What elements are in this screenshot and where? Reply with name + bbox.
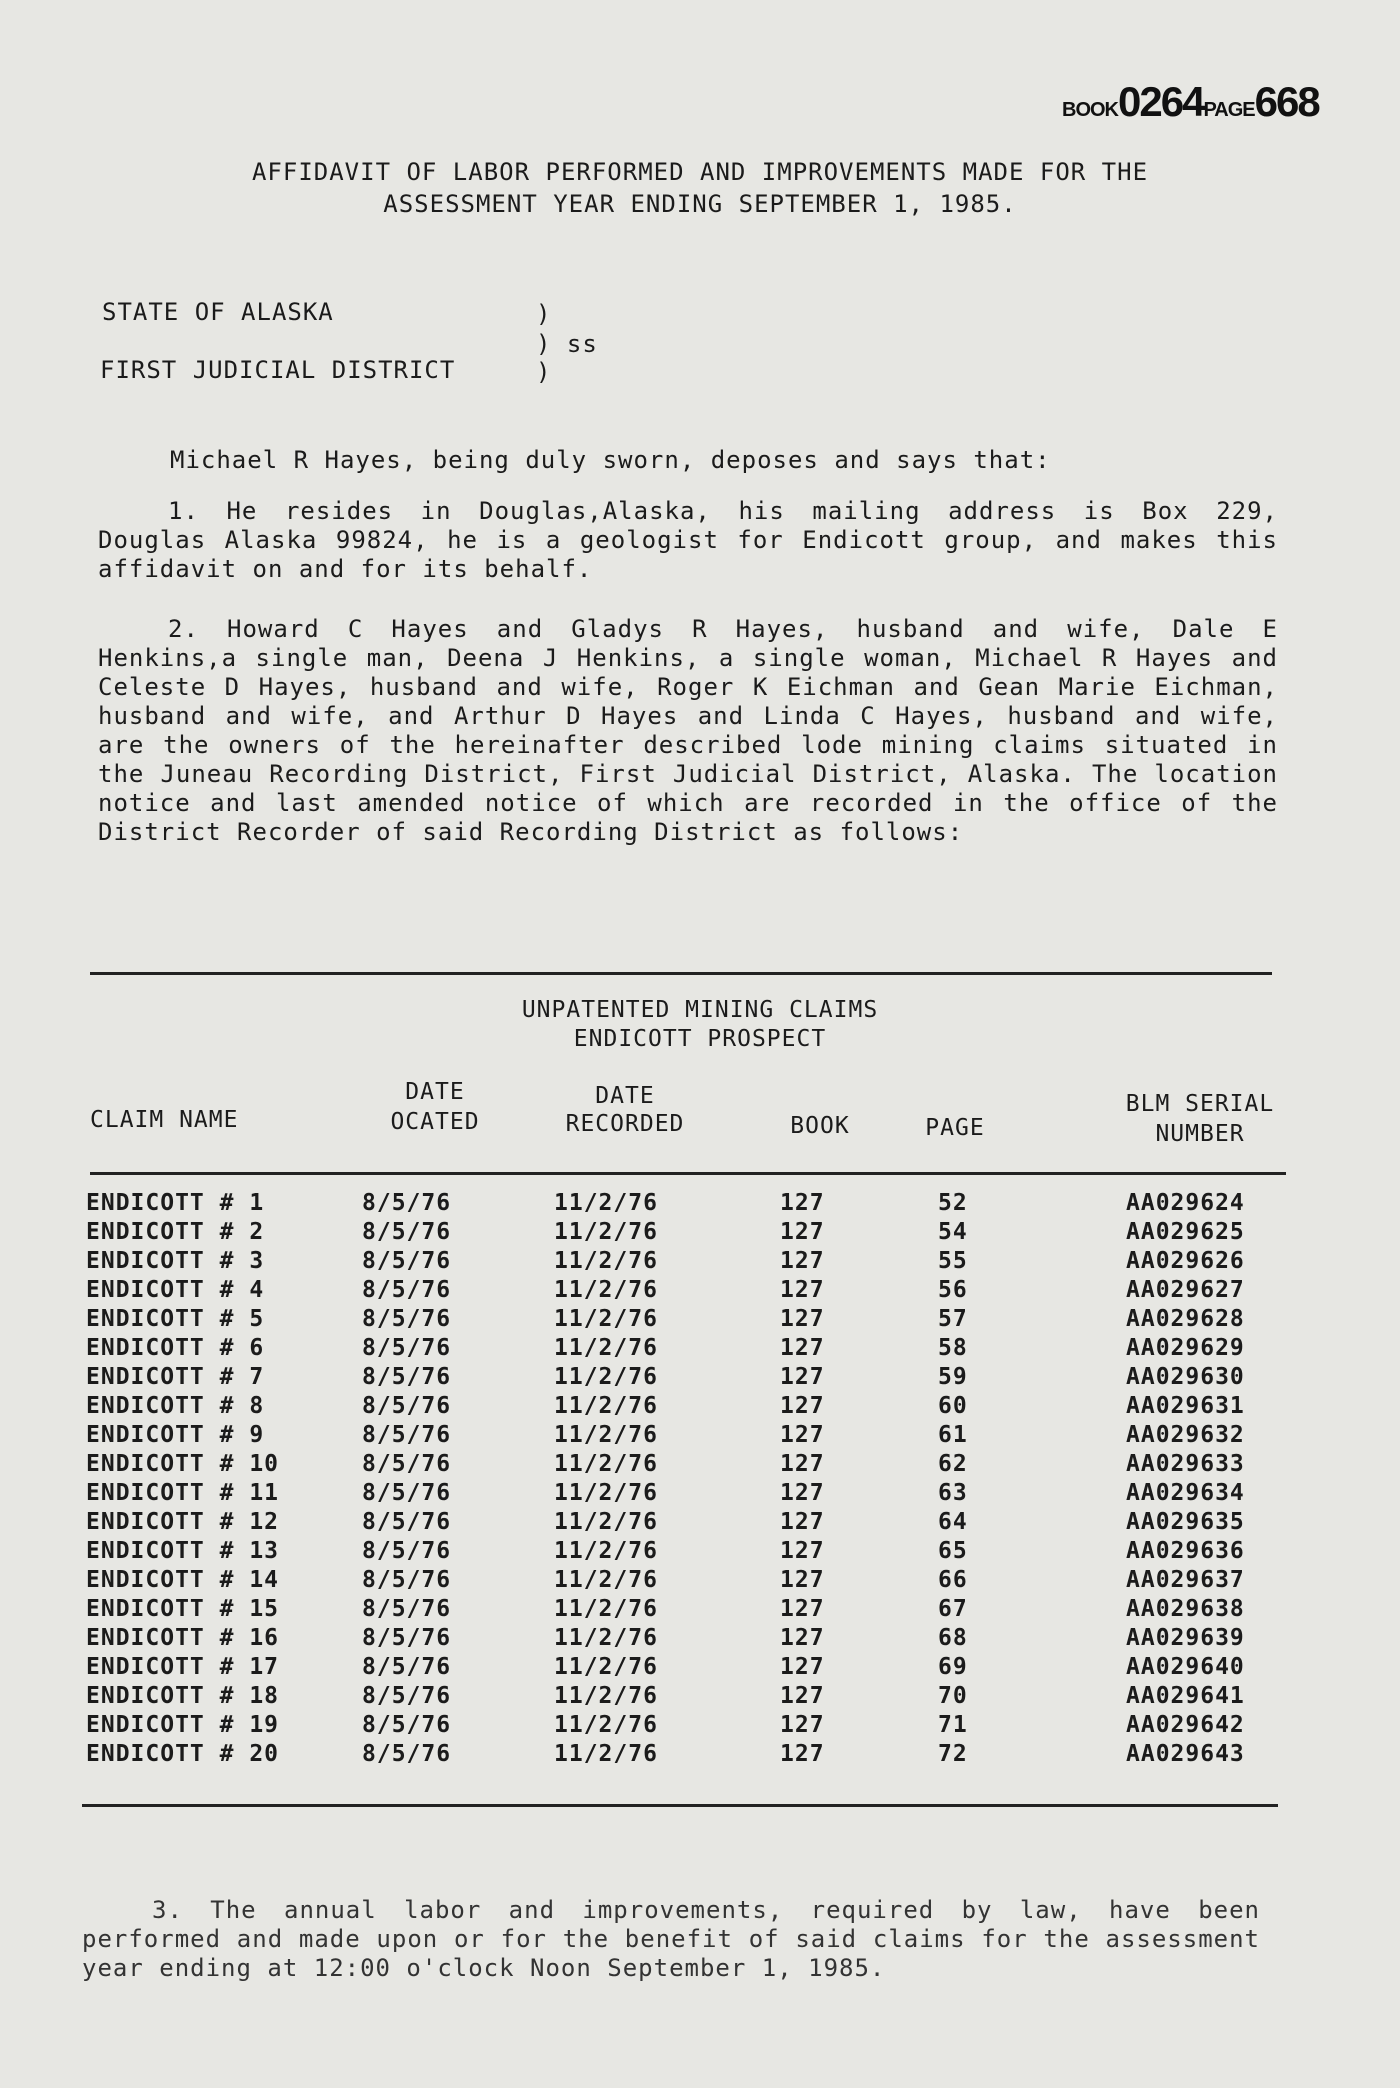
- document-title-line-2: ASSESSMENT YEAR ENDING SEPTEMBER 1, 1985.: [383, 190, 1017, 218]
- claim-name-cell: ENDICOTT # 20: [86, 1741, 280, 1767]
- intro-statement: Michael R Hayes, being duly sworn, deposes and says that:: [170, 446, 1051, 474]
- claim-name-cell: ENDICOTT # 7: [86, 1364, 265, 1390]
- blm-serial-cell: AA029625: [1126, 1219, 1245, 1245]
- date-located-cell: 8/5/76: [362, 1393, 452, 1419]
- book-cell: 127: [780, 1625, 825, 1651]
- table-row: [0, 1509, 1400, 1538]
- date-recorded-cell: 11/2/76: [554, 1596, 658, 1622]
- table-row: [0, 1306, 1400, 1335]
- stamp-page-label: PAGE: [1203, 99, 1255, 121]
- table-row: [0, 1393, 1400, 1422]
- table-row: [0, 1712, 1400, 1741]
- date-located-cell: 8/5/76: [362, 1364, 452, 1390]
- blm-serial-cell: AA029631: [1126, 1393, 1245, 1419]
- date-located-cell: 8/5/76: [362, 1567, 452, 1593]
- claim-name-cell: ENDICOTT # 11: [86, 1480, 280, 1506]
- stamp-book-label: BOOK: [1062, 99, 1118, 121]
- book-cell: 127: [780, 1219, 825, 1245]
- table-title-2: ENDICOTT PROSPECT: [573, 1026, 827, 1052]
- date-located-cell: 8/5/76: [362, 1306, 452, 1332]
- header-date-located-1: DATE: [405, 1079, 465, 1105]
- book-cell: 127: [780, 1451, 825, 1477]
- table-row: [0, 1741, 1400, 1770]
- date-recorded-cell: 11/2/76: [554, 1654, 658, 1680]
- blm-serial-cell: AA029638: [1126, 1596, 1245, 1622]
- page-cell: 63: [938, 1480, 968, 1506]
- book-cell: 127: [780, 1596, 825, 1622]
- blm-serial-cell: AA029634: [1126, 1480, 1245, 1506]
- book-cell: 127: [780, 1741, 825, 1767]
- book-cell: 127: [780, 1538, 825, 1564]
- blm-serial-cell: AA029642: [1126, 1712, 1245, 1738]
- header-blm-serial-2: NUMBER: [1155, 1121, 1245, 1147]
- claim-name-cell: ENDICOTT # 14: [86, 1567, 280, 1593]
- page-cell: 59: [938, 1364, 968, 1390]
- claim-name-cell: ENDICOTT # 5: [86, 1306, 265, 1332]
- blm-serial-cell: AA029627: [1126, 1277, 1245, 1303]
- date-located-cell: 8/5/76: [362, 1683, 452, 1709]
- venue-district: FIRST JUDICIAL DISTRICT: [100, 356, 456, 384]
- claim-name-cell: ENDICOTT # 6: [86, 1335, 265, 1361]
- book-cell: 127: [780, 1393, 825, 1419]
- header-book: BOOK: [790, 1113, 850, 1139]
- table-row: [0, 1277, 1400, 1306]
- date-located-cell: 8/5/76: [362, 1451, 452, 1477]
- header-blm-serial-1: BLM SERIAL: [1125, 1091, 1275, 1117]
- page-cell: 72: [938, 1741, 968, 1767]
- table-row: [0, 1683, 1400, 1712]
- blm-serial-cell: AA029624: [1126, 1190, 1245, 1216]
- page-cell: 54: [938, 1219, 968, 1245]
- date-located-cell: 8/5/76: [362, 1741, 452, 1767]
- date-located-cell: 8/5/76: [362, 1277, 452, 1303]
- table-row: [0, 1219, 1400, 1248]
- book-cell: 127: [780, 1712, 825, 1738]
- date-recorded-cell: 11/2/76: [554, 1248, 658, 1274]
- venue-ss: ) ss: [536, 330, 598, 358]
- page-cell: 55: [938, 1248, 968, 1274]
- claim-name-cell: ENDICOTT # 13: [86, 1538, 280, 1564]
- date-recorded-cell: 11/2/76: [554, 1422, 658, 1448]
- date-recorded-cell: 11/2/76: [554, 1451, 658, 1477]
- date-located-cell: 8/5/76: [362, 1480, 452, 1506]
- date-located-cell: 8/5/76: [362, 1422, 452, 1448]
- blm-serial-cell: AA029632: [1126, 1422, 1245, 1448]
- table-header-rule: [90, 1172, 1286, 1175]
- claim-name-cell: ENDICOTT # 9: [86, 1422, 265, 1448]
- table-row: [0, 1567, 1400, 1596]
- claim-name-cell: ENDICOTT # 17: [86, 1654, 280, 1680]
- book-cell: 127: [780, 1683, 825, 1709]
- venue-paren-top: ): [536, 300, 552, 328]
- claim-name-cell: ENDICOTT # 4: [86, 1277, 265, 1303]
- page-cell: 65: [938, 1538, 968, 1564]
- table-top-rule: [90, 972, 1272, 975]
- blm-serial-cell: AA029637: [1126, 1567, 1245, 1593]
- table-row: [0, 1364, 1400, 1393]
- claim-name-cell: ENDICOTT # 16: [86, 1625, 280, 1651]
- claim-name-cell: ENDICOTT # 3: [86, 1248, 265, 1274]
- table-title-1: UNPATENTED MINING CLAIMS: [521, 997, 879, 1023]
- blm-serial-cell: AA029643: [1126, 1741, 1245, 1767]
- date-located-cell: 8/5/76: [362, 1625, 452, 1651]
- date-located-cell: 8/5/76: [362, 1712, 452, 1738]
- date-recorded-cell: 11/2/76: [554, 1509, 658, 1535]
- table-row: [0, 1248, 1400, 1277]
- date-recorded-cell: 11/2/76: [554, 1277, 658, 1303]
- page-cell: 56: [938, 1277, 968, 1303]
- paragraph-2: 2. Howard C Hayes and Gladys R Hayes, husband and wife, Dale E Henkins,a single man, Deena J Henkins, a single woman, Michael R Hayes and Celeste D Hayes, husband and wife, Roger K Eichman and Gean Marie Eichman, husband and wife, and Arthur D Hayes and Linda C Hayes, husband and wife, are the owners of the hereinafter described lode mining claims situated in the Juneau Recording District, First Judicial District, Alaska. The location notice and last amended notice of which are recorded in the office of the District Recorder of said Recording District as follows:: [98, 615, 1278, 846]
- date-recorded-cell: 11/2/76: [554, 1393, 658, 1419]
- table-row: [0, 1625, 1400, 1654]
- table-row: [0, 1596, 1400, 1625]
- date-recorded-cell: 11/2/76: [554, 1480, 658, 1506]
- blm-serial-cell: AA029633: [1126, 1451, 1245, 1477]
- book-cell: 127: [780, 1335, 825, 1361]
- table-row: [0, 1190, 1400, 1219]
- claim-name-cell: ENDICOTT # 19: [86, 1712, 280, 1738]
- blm-serial-cell: AA029635: [1126, 1509, 1245, 1535]
- date-located-cell: 8/5/76: [362, 1654, 452, 1680]
- page-cell: 52: [938, 1190, 968, 1216]
- claim-name-cell: ENDICOTT # 10: [86, 1451, 280, 1477]
- table-row: [0, 1335, 1400, 1364]
- date-recorded-cell: 11/2/76: [554, 1683, 658, 1709]
- date-recorded-cell: 11/2/76: [554, 1712, 658, 1738]
- book-cell: 127: [780, 1248, 825, 1274]
- date-recorded-cell: 11/2/76: [554, 1190, 658, 1216]
- date-recorded-cell: 11/2/76: [554, 1538, 658, 1564]
- date-located-cell: 8/5/76: [362, 1509, 452, 1535]
- table-row: [0, 1654, 1400, 1683]
- header-date-recorded-1: DATE: [595, 1083, 655, 1109]
- venue-state: STATE OF ALASKA: [102, 298, 334, 326]
- table-row: [0, 1451, 1400, 1480]
- date-recorded-cell: 11/2/76: [554, 1219, 658, 1245]
- page-cell: 71: [938, 1712, 968, 1738]
- page-cell: 69: [938, 1654, 968, 1680]
- book-cell: 127: [780, 1306, 825, 1332]
- blm-serial-cell: AA029639: [1126, 1625, 1245, 1651]
- blm-serial-cell: AA029628: [1126, 1306, 1245, 1332]
- book-cell: 127: [780, 1480, 825, 1506]
- claim-name-cell: ENDICOTT # 2: [86, 1219, 265, 1245]
- page-cell: 62: [938, 1451, 968, 1477]
- book-cell: 127: [780, 1654, 825, 1680]
- page-cell: 67: [938, 1596, 968, 1622]
- book-page-stamp: [1062, 78, 1319, 126]
- book-cell: 127: [780, 1364, 825, 1390]
- blm-serial-cell: AA029630: [1126, 1364, 1245, 1390]
- blm-serial-cell: AA029640: [1126, 1654, 1245, 1680]
- page-cell: 70: [938, 1683, 968, 1709]
- date-located-cell: 8/5/76: [362, 1335, 452, 1361]
- page-cell: 61: [938, 1422, 968, 1448]
- header-date-recorded-2: RECORDED: [565, 1111, 685, 1137]
- claim-name-cell: ENDICOTT # 1: [86, 1190, 265, 1216]
- claim-name-cell: ENDICOTT # 8: [86, 1393, 265, 1419]
- page-cell: 66: [938, 1567, 968, 1593]
- page-cell: 68: [938, 1625, 968, 1651]
- stamp-book-number: 0264: [1118, 78, 1204, 125]
- page-cell: 60: [938, 1393, 968, 1419]
- date-located-cell: 8/5/76: [362, 1190, 452, 1216]
- blm-serial-cell: AA029636: [1126, 1538, 1245, 1564]
- header-claim-name: CLAIM NAME: [90, 1107, 239, 1133]
- book-cell: 127: [780, 1190, 825, 1216]
- date-recorded-cell: 11/2/76: [554, 1364, 658, 1390]
- date-recorded-cell: 11/2/76: [554, 1335, 658, 1361]
- page-cell: 57: [938, 1306, 968, 1332]
- blm-serial-cell: AA029626: [1126, 1248, 1245, 1274]
- date-recorded-cell: 11/2/76: [554, 1741, 658, 1767]
- claim-name-cell: ENDICOTT # 15: [86, 1596, 280, 1622]
- book-cell: 127: [780, 1509, 825, 1535]
- date-recorded-cell: 11/2/76: [554, 1306, 658, 1332]
- date-recorded-cell: 11/2/76: [554, 1567, 658, 1593]
- paragraph-1: 1. He resides in Douglas,Alaska, his mailing address is Box 229, Douglas Alaska 99824, he is a geologist for Endicott group, and makes this affidavit on and for its behalf.: [98, 497, 1278, 583]
- table-bottom-rule: [82, 1804, 1278, 1807]
- table-row: [0, 1422, 1400, 1451]
- paragraph-3: 3. The annual labor and improvements, required by law, have been performed and made upon or for the benefit of said claims for the assessment year ending at 12:00 o'clock Noon September 1, 1985.: [82, 1896, 1260, 1982]
- venue-paren-bottom: ): [536, 358, 552, 386]
- book-cell: 127: [780, 1567, 825, 1593]
- table-row: [0, 1480, 1400, 1509]
- stamp-page-number: 668: [1254, 78, 1319, 125]
- book-cell: 127: [780, 1277, 825, 1303]
- date-located-cell: 8/5/76: [362, 1219, 452, 1245]
- date-located-cell: 8/5/76: [362, 1596, 452, 1622]
- blm-serial-cell: AA029629: [1126, 1335, 1245, 1361]
- date-recorded-cell: 11/2/76: [554, 1625, 658, 1651]
- claim-name-cell: ENDICOTT # 18: [86, 1683, 280, 1709]
- header-date-located-2: OCATED: [390, 1109, 480, 1135]
- date-located-cell: 8/5/76: [362, 1538, 452, 1564]
- claim-name-cell: ENDICOTT # 12: [86, 1509, 280, 1535]
- book-cell: 127: [780, 1422, 825, 1448]
- table-row: [0, 1538, 1400, 1567]
- date-located-cell: 8/5/76: [362, 1248, 452, 1274]
- page-cell: 64: [938, 1509, 968, 1535]
- document-title-line-1: AFFIDAVIT OF LABOR PERFORMED AND IMPROVEMENTS MADE FOR THE: [251, 158, 1149, 186]
- header-page: PAGE: [925, 1115, 985, 1141]
- blm-serial-cell: AA029641: [1126, 1683, 1245, 1709]
- page-cell: 58: [938, 1335, 968, 1361]
